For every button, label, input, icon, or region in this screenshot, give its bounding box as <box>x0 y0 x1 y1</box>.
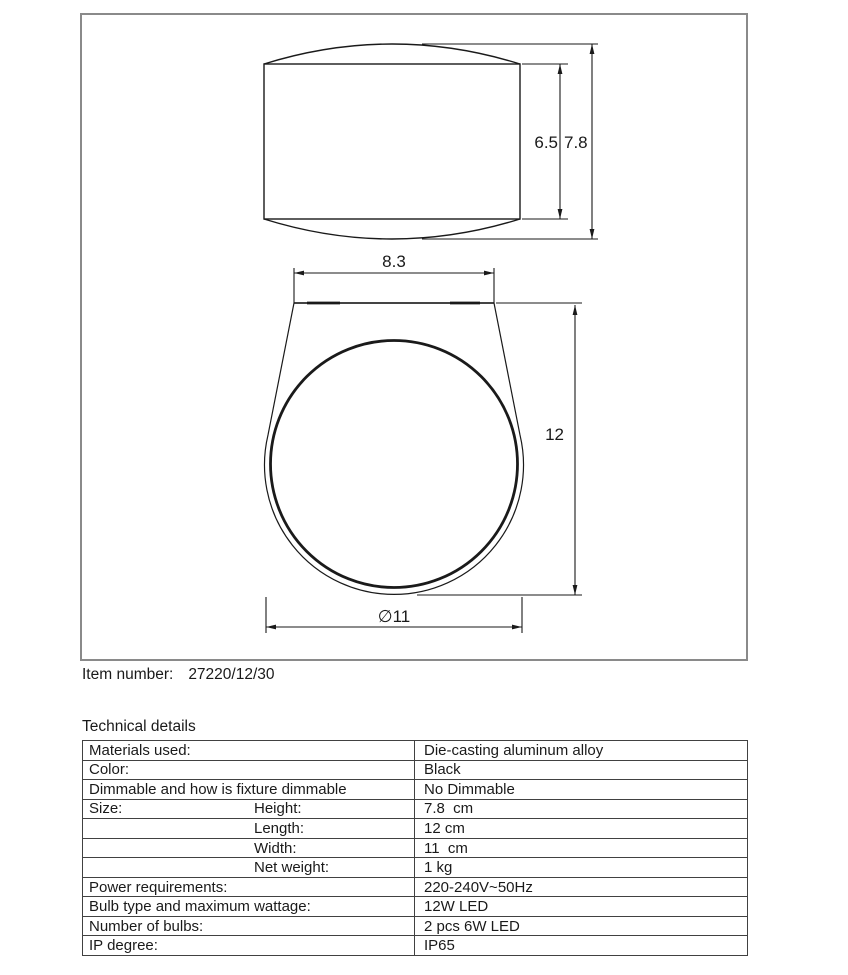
row-label-cell <box>83 936 415 955</box>
technical-drawing <box>82 15 746 659</box>
row-label-cell <box>83 858 415 877</box>
row-value: Die-casting aluminum alloy <box>424 741 604 759</box>
row-label-cell <box>83 761 415 780</box>
table-row <box>83 935 747 955</box>
table-row <box>83 838 747 858</box>
row-label: Size: <box>89 800 123 818</box>
technical-details-heading: Technical details <box>82 718 196 735</box>
row-label-cell <box>83 878 415 897</box>
row-label: Materials used: <box>89 741 191 759</box>
row-label: Dimmable and how is fixture dimmable <box>89 780 347 798</box>
row-label-cell <box>83 741 415 760</box>
dimension-label-outer-height: 7.8 <box>564 133 588 152</box>
dimension-label-top-width: 8.3 <box>382 252 406 271</box>
row-label: Bulb type and maximum wattage: <box>89 898 311 916</box>
row-label-cell <box>83 839 415 858</box>
top-view-body-rectangle <box>264 64 520 219</box>
top-view-lower-arc <box>264 219 520 239</box>
row-value: 1 kg <box>424 859 453 877</box>
technical-details-table <box>82 740 748 956</box>
row-sublabel: Length: <box>254 819 305 837</box>
row-value: IP65 <box>424 937 455 955</box>
row-label-cell <box>83 800 415 819</box>
table-row <box>83 857 747 877</box>
dimension-label-inner-height: 6.5 <box>534 133 558 152</box>
row-value: Black <box>424 761 461 779</box>
row-sublabel: Net weight: <box>254 859 330 877</box>
dimension-label-diameter: ∅11 <box>377 607 411 626</box>
table-row <box>83 760 747 780</box>
row-label-cell <box>83 780 415 799</box>
table-row <box>83 799 747 819</box>
table-row <box>83 779 747 799</box>
row-value: 12 cm <box>424 819 465 837</box>
table-row <box>83 896 747 916</box>
drawing-frame <box>80 13 748 661</box>
row-value: 2 pcs 6W LED <box>424 917 520 935</box>
row-label: IP degree: <box>89 937 158 955</box>
row-label-cell <box>83 897 415 916</box>
row-label: Color: <box>89 761 130 779</box>
table-row <box>83 741 747 760</box>
row-value: 220-240V~50Hz <box>424 878 533 896</box>
item-number-value: 27220/12/30 <box>188 666 275 683</box>
row-label-cell <box>83 819 415 838</box>
row-value: No Dimmable <box>424 780 515 798</box>
row-value: 7.8 cm <box>424 800 474 818</box>
row-label-cell <box>83 917 415 936</box>
top-view-upper-arc <box>264 44 520 64</box>
table-row <box>83 877 747 897</box>
table-row <box>83 916 747 936</box>
item-number-line <box>82 666 275 684</box>
table-row <box>83 818 747 838</box>
row-value: 11 cm <box>424 839 468 857</box>
row-value: 12W LED <box>424 898 489 916</box>
row-label: Number of bulbs: <box>89 917 204 935</box>
item-number-label: Item number: <box>82 666 174 683</box>
dimension-label-height: 12 <box>545 425 564 444</box>
bottom-view-outline <box>265 303 524 594</box>
row-label: Power requirements: <box>89 878 228 896</box>
row-sublabel: Width: <box>254 839 297 857</box>
row-sublabel: Height: <box>254 800 302 818</box>
bottom-view <box>265 268 583 633</box>
